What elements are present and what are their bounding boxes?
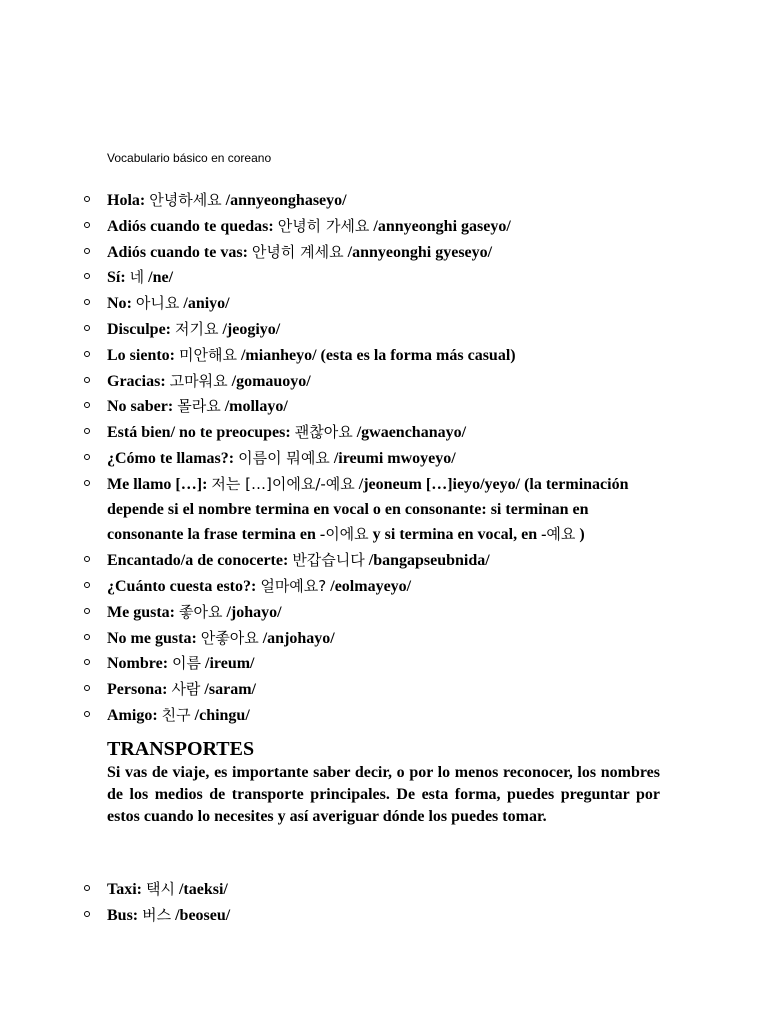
korean-text: 이름 [172, 654, 202, 673]
romanization: /ne/ [144, 269, 174, 287]
list-item: Está bien/ no te preocupes: 괜찮아요 /gwaenchanayo/ [0, 420, 768, 446]
list-item: Gracias: 고마워요 /gomauoyo/ [0, 369, 768, 395]
term: Bus [107, 906, 133, 924]
bullet-icon [84, 428, 90, 434]
korean-text: 고마워요 [169, 371, 228, 390]
korean-text: 안녕히 가세요 [277, 216, 370, 235]
list-item: Encantado/a de conocerte: 반갑습니다 /bangapseubnida/ [0, 548, 768, 574]
transport-list [0, 877, 768, 929]
list-item: No: 아니요 /aniyo/ [0, 291, 768, 317]
romanization: /taeksi/ [174, 881, 228, 898]
bullet-icon [84, 351, 90, 357]
term: Lo siento [107, 346, 170, 364]
romanization: /annyeonghaseyo/ [221, 192, 347, 209]
list-item-me-llamo: Me llamo […]: 저는 […]이에요/-예요 /jeoneum […]ieyo/yeyo/ (la terminación depende si el nombre termina en vocal o en consonante: si terminan en consonante la frase termina en -이에요 y si termina en vocal, en -예요 ) [0, 472, 768, 548]
korean-text: 아니요 [135, 294, 180, 313]
bullet-icon [84, 454, 90, 460]
term: ¿Cómo te llamas? [107, 449, 229, 467]
list-item: Persona: 사람 /saram/ [0, 677, 768, 703]
section-title-transportes: TRANSPORTES [107, 738, 255, 760]
list-item: Bus: 버스 /beoseu/ [0, 903, 768, 929]
list-item: ¿Cómo te llamas?: 이름이 뭐예요 /ireumi mwoyeyo/ [0, 446, 768, 472]
bullet-icon [84, 685, 90, 691]
korean-text: 몰라요 [177, 397, 221, 416]
korean-text: 이름이 뭐예요 [238, 448, 330, 467]
romanization: /gwaenchanayo/ [352, 424, 467, 442]
bullet-icon [84, 659, 90, 665]
term: Taxi [107, 881, 137, 898]
list-item: Sí: 네 /ne/ [0, 265, 768, 291]
explanation-text: /jeoneum […]ieyo/yeyo/ (la terminación depende si el nombre termina en vocal o en consonante: si terminan en consonante la frase termina en - [107, 475, 629, 544]
list-item: Amigo: 친구 /chingu/ [0, 703, 768, 729]
romanization: /beoseu/ [171, 906, 231, 924]
romanization: /annyeonghi gyeseyo/ [343, 243, 493, 261]
term: Adiós cuando te quedas [107, 217, 269, 235]
korean-text: 좋아요 [178, 602, 223, 621]
romanization: /bangapseubnida/ [364, 552, 490, 570]
korean-text: 얼마예요? [260, 576, 327, 595]
term: Persona [107, 681, 163, 699]
korean-text: 택시 [145, 880, 175, 898]
list-item: Adiós cuando te quedas: 안녕히 가세요 /annyeonghi gaseyo/ [0, 214, 768, 240]
term: ¿Cuánto cuesta esto? [107, 577, 251, 595]
romanization: /aniyo/ [179, 295, 230, 313]
bullet-icon [84, 885, 90, 891]
bullet-icon [84, 325, 90, 331]
bullet-icon [84, 196, 90, 202]
romanization: /ireum/ [201, 655, 255, 673]
romanization: /mollayo/ [220, 398, 288, 416]
bullet-icon [84, 911, 90, 917]
bullet-icon [84, 608, 90, 614]
term: Amigo [107, 706, 153, 724]
explanation-text-3: ) [575, 526, 585, 544]
term: Gracias [107, 372, 161, 390]
explanation-text-2: y si termina en vocal, en - [368, 526, 547, 544]
vocabulary-list [0, 188, 768, 729]
korean-text: 반갑습니다 [292, 551, 365, 570]
romanization: /gomauoyo/ [227, 372, 311, 390]
list-item: No saber: 몰라요 /mollayo/ [0, 394, 768, 420]
romanization: /saram/ [200, 681, 256, 699]
korean-ending-vowel: 예요 [546, 525, 576, 544]
bullet-icon [84, 248, 90, 254]
korean-text: 사람 [171, 680, 201, 699]
bullet-icon [84, 582, 90, 588]
korean-text: 네 [129, 268, 145, 287]
korean-text: 안녕하세요 [149, 191, 222, 209]
term: Encantado/a de conocerte [107, 552, 283, 570]
bullet-icon [84, 273, 90, 279]
korean-text: 안좋아요 [200, 628, 259, 647]
term: Adiós cuando te vas [107, 243, 243, 261]
romanization: /ireumi mwoyeyo/ [329, 449, 456, 467]
korean-text: 저기요 [175, 319, 219, 338]
korean-text: 버스 [142, 905, 172, 924]
document-heading: Vocabulario básico en coreano [107, 151, 272, 165]
list-item: Me gusta: 좋아요 /johayo/ [0, 600, 768, 626]
korean-text: 괜찮아요 [294, 423, 353, 442]
term: Me llamo […] [107, 475, 203, 493]
list-item: Taxi: 택시 /taeksi/ [0, 877, 768, 903]
list-item: ¿Cuánto cuesta esto?: 얼마예요? /eolmayeyo/ [0, 574, 768, 600]
bullet-icon [84, 480, 90, 486]
list-item: No me gusta: 안좋아요 /anjohayo/ [0, 626, 768, 652]
romanization: /annyeonghi gaseyo/ [369, 217, 511, 235]
romanization: /anjohayo/ [258, 629, 335, 647]
term: Nombre [107, 655, 163, 673]
korean-text: 미안해요 [179, 345, 237, 364]
list-item: Disculpe: 저기요 /jeogiyo/ [0, 317, 768, 343]
korean-text: 안녕히 계세요 [251, 242, 344, 261]
bullet-icon [84, 402, 90, 408]
list-item: Lo siento: 미안해요 /mianheyo/ (esta es la forma más casual) [0, 343, 768, 369]
romanization: /mianheyo/ (esta es la forma más casual) [236, 346, 516, 364]
korean-text: 친구 [161, 705, 191, 724]
term: No saber [107, 398, 168, 416]
romanization: /jeogiyo/ [218, 320, 281, 338]
term: Disculpe [107, 320, 166, 338]
term: Sí [107, 269, 121, 287]
section-paragraph: Si vas de viaje, es importante saber decir, o por lo menos reconocer, los nombres de los medios de transporte principales. De esta forma, puedes preguntar por estos cuando lo necesites y así averiguar dónde los puedes tomar. [107, 764, 660, 825]
bullet-icon [84, 299, 90, 305]
list-item: Hola: 안녕하세요 /annyeonghaseyo/ [0, 188, 768, 214]
romanization: /johayo/ [222, 603, 282, 621]
bullet-icon [84, 377, 90, 383]
romanization: /chingu/ [190, 706, 250, 724]
bullet-icon [84, 634, 90, 640]
romanization: /eolmayeyo/ [326, 577, 412, 595]
list-item: Adiós cuando te vas: 안녕히 계세요 /annyeonghi gyeseyo/ [0, 240, 768, 266]
korean-ending-consonant: 이에요 [325, 525, 369, 544]
bullet-icon [84, 711, 90, 717]
bullet-icon [84, 222, 90, 228]
term: No [107, 295, 127, 313]
korean-text: 저는 […]이에요/-예요 [211, 474, 355, 493]
list-item: Nombre: 이름 /ireum/ [0, 651, 768, 677]
bullet-icon [84, 556, 90, 562]
term: No me gusta [107, 629, 192, 647]
term: Hola [107, 192, 140, 209]
term: Me gusta [107, 603, 170, 621]
term: Está bien/ no te preocupes [107, 424, 286, 442]
